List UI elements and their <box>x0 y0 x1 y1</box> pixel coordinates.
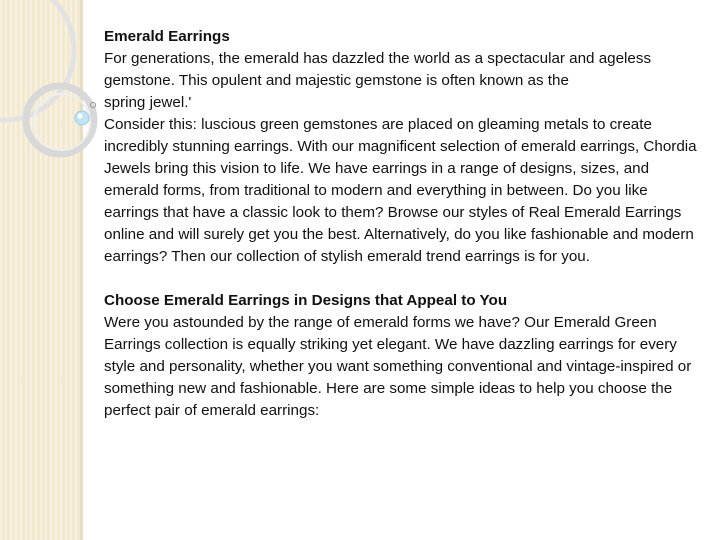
large-ring-top <box>0 0 74 120</box>
intro-paragraph: For generations, the emerald has dazzled the world as a spectacular and ageless gemstone. This opulent and majestic gemstone is often known as the <box>104 50 652 89</box>
bead-glass <box>75 111 89 125</box>
choose-paragraph: Were you astounded by the range of emerald forms we have? Our Emerald Green Earrings collection is equally striking yet elegant. We have dazzling earrings for every style and personality, whether you want something conventional and vintage-inspired or something new and fashionable. Here are some simple ideas to help you choose the perfect pair of emerald earrings: <box>104 314 692 419</box>
section-title-emerald-earrings: Emerald Earrings <box>104 28 230 45</box>
bead-highlight <box>78 114 83 119</box>
intro-paragraph-end: spring jewel.' <box>104 94 192 111</box>
consider-paragraph: Consider this: luscious green gemstones are placed on gleaming metals to create incredibly stunning earrings. With our magnificent selection of emerald earrings, Chordia Jewels bring this vision to life. We have earrings in a range of designs, sizes, and emerald forms, from traditional to modern and everything in between. Do you like earrings that have a classic look to them? Browse our styles of Real Emerald Earrings online and will surely get you the best. Alternatively, do you like fashionable and modern earrings? Then our collection of stylish emerald trend earrings is for you. <box>104 116 697 265</box>
section-title-choose-designs: Choose Emerald Earrings in Designs that Appeal to You <box>104 292 508 309</box>
slide-content <box>104 26 700 422</box>
section-spacer <box>104 268 700 290</box>
